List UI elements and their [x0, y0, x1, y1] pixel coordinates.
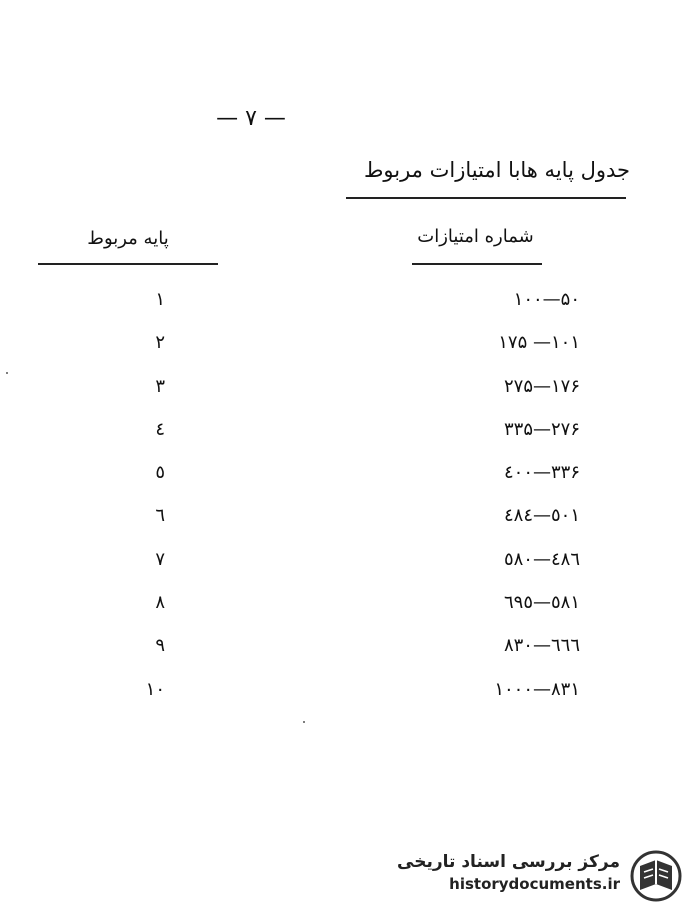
header-base-level: پایه مربوط — [87, 228, 169, 249]
table-row — [0, 289, 700, 332]
table-title: جدول پایه هابا امتیازات مربوط — [363, 158, 630, 182]
base-level-cell: ٥ — [155, 462, 165, 484]
base-level-cell: ۹ — [155, 635, 165, 657]
title-underline — [346, 197, 626, 199]
header-score-range-underline — [412, 263, 542, 265]
table-row — [0, 549, 700, 592]
scan-speck — [303, 721, 305, 723]
page-number: — ۷ — — [216, 106, 286, 131]
table-row — [0, 376, 700, 419]
score-range-cell: ٤۸٥—٤۰۱ — [503, 505, 580, 527]
book-logo-icon — [626, 848, 686, 904]
score-range-cell: ٦۹٥—٥۸۱ — [503, 592, 580, 614]
score-range-cell: ٤۰۰—۳۳۶ — [503, 462, 580, 484]
score-table — [0, 289, 700, 722]
base-level-cell: ٦ — [155, 505, 165, 527]
base-level-cell: ۱ — [155, 289, 165, 310]
watermark-url: historydocuments.ir — [449, 875, 620, 893]
watermark — [397, 848, 690, 904]
table-row — [0, 635, 700, 678]
header-base-level-underline — [38, 263, 218, 265]
base-level-cell: ٤ — [155, 418, 165, 440]
base-level-cell: ۱۰ — [145, 678, 165, 700]
table-row — [0, 332, 700, 375]
base-level-cell: ۸ — [155, 592, 165, 614]
base-level-cell: ۷ — [155, 548, 165, 570]
table-row — [0, 505, 700, 548]
watermark-name: مرکز بررسی اسناد تاریخی — [397, 852, 620, 872]
score-range-cell: ٥۸۰—٤۸٦ — [503, 548, 580, 570]
score-range-cell: ۱۰۰۰—۸۳۱ — [494, 678, 580, 700]
header-score-range: شماره امتیازات — [417, 226, 534, 247]
score-range-cell: ۱۰۰—۵۰ — [513, 289, 580, 310]
score-range-cell: ۲۷۵—۱۷۶ — [503, 375, 580, 397]
score-range-cell: ۸۳۰—٦٦٦ — [503, 635, 580, 657]
base-level-cell: ۳ — [155, 375, 165, 397]
base-level-cell: ۲ — [155, 332, 165, 354]
table-row — [0, 419, 700, 462]
table-row — [0, 462, 700, 505]
score-range-cell: ۱۷۵ —۱۰۱ — [498, 332, 580, 354]
table-row — [0, 592, 700, 635]
table-row — [0, 679, 700, 722]
score-range-cell: ۳۳۵—۲۷۶ — [503, 418, 580, 440]
scan-speck — [6, 372, 8, 374]
